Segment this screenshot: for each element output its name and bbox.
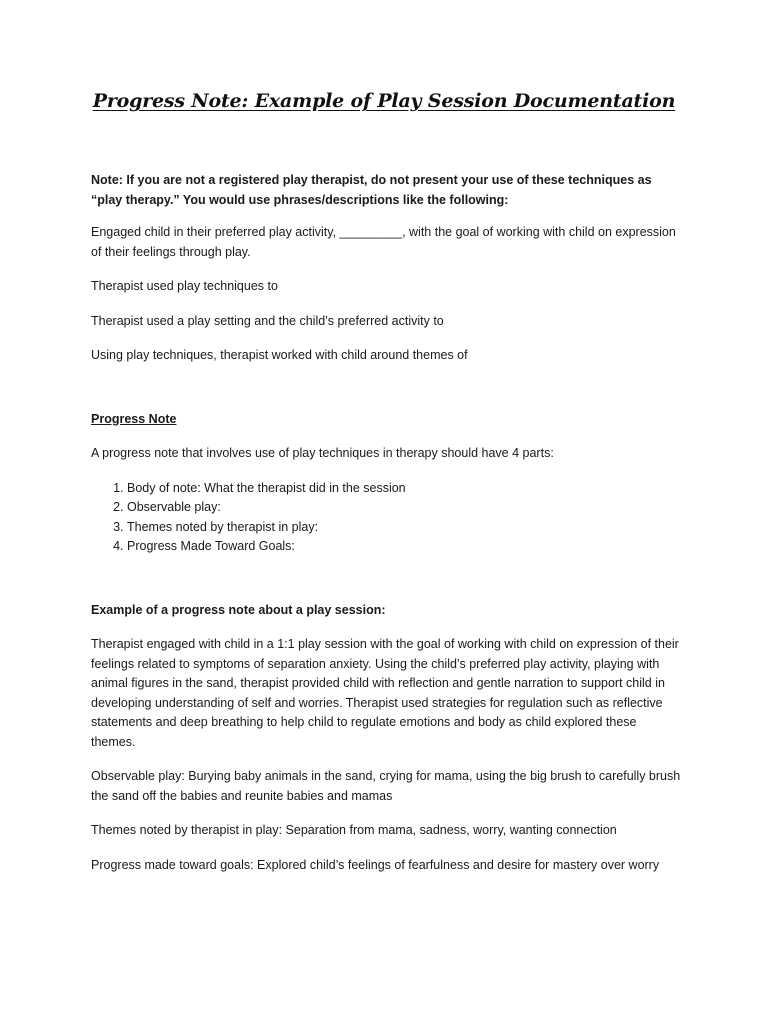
phrase-play-techniques: Therapist used play techniques to (91, 279, 278, 293)
example-heading: Example of a progress note about a play session: (91, 602, 386, 617)
list-item: 3. Themes noted by therapist in play: (127, 518, 681, 538)
themes-paragraph: Themes noted by therapist in play: Separation from mama, sadness, worry, wanting connection (91, 823, 617, 837)
document-body (91, 171, 681, 875)
progress-paragraph: Progress made toward goals: Explored child’s feelings of fearfulness and desire for mastery over worry (91, 857, 660, 872)
list-item: 4. Progress Made Toward Goals: (127, 537, 681, 557)
list-item: 2. Observable play: (127, 498, 681, 518)
progress-note-parts-list (91, 479, 681, 557)
page-title: Progress Note: Example of Play Session Documentation (92, 90, 676, 112)
note-intro-paragraph: Note: If you are not a registered play therapist, do not present your use of these techniques as “play therapy.” You would use phrases/descriptions like the following: (91, 173, 652, 207)
progress-note-heading: Progress Note (91, 411, 177, 426)
phrase-engaged-child: Engaged child in their preferred play activity, _________, with the goal of working with child on expression of their feelings through play. (91, 225, 676, 259)
example-body-paragraph: Therapist engaged with child in a 1:1 play session with the goal of working with child on expression of their feelings related to symptoms of separation anxiety. Using the child’s preferred play activity, playing with animal figures in the sand, therapist provided child with reflection and gentle narration to support child in developing understanding of self and worries. Therapist used strategies for regulation such as reflective statements and deep breathing to help child to regulate emotions and body as child explored these themes. (91, 637, 679, 749)
phrase-themes: Using play techniques, therapist worked with child around themes of (91, 348, 468, 362)
phrase-play-setting: Therapist used a play setting and the child’s preferred activity to (91, 313, 444, 328)
list-item: 1. Body of note: What the therapist did in the session (127, 479, 681, 499)
observable-play-paragraph: Observable play: Burying baby animals in the sand, crying for mama, using the big brush to carefully brush the sand off the babies and reunite babies and mamas (91, 769, 681, 803)
progress-note-intro: A progress note that involves use of play techniques in therapy should have 4 parts: (91, 446, 554, 460)
